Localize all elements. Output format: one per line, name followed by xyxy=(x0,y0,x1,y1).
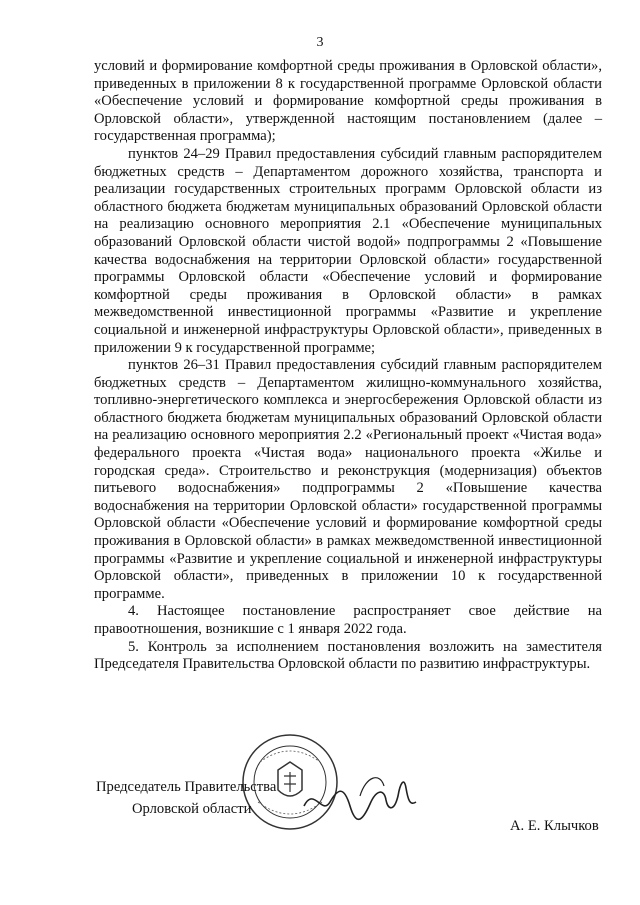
paragraph-clauses-24-29: пунктов 24–29 Правил предоставления субсидий главным распорядителем бюджетных средств – Департаментом дорожного хозяйства, транспорта и реализации государственных строительных программ Орловской области из областного бюджета бюджетам муниципальных образований Орловской области на реализацию основного мероприятия 2.1 «Обеспечение муниципальных образований Орловской области чистой водой» подпрограммы 2 «Повышение качества водоснабжения на территории Орловской области» государственной программы Орловской области «Обеспечение условий и формирование комфортной среды проживания в Орловской области» в рамках межведомственной инвестиционной программы «Развитие и укрепление социальной и инженерной инфраструктуры Орловской области», приведенных в приложении 9 к государственной программе; xyxy=(94,145,602,356)
signatory-name: А. Е. Клычков xyxy=(510,818,599,834)
paragraph-item-4: 4. Настоящее постановление распространяет свое действие на правоотношения, возникшие с 1 января 2022 года. xyxy=(94,603,602,637)
signatory-position xyxy=(96,776,276,820)
page-number: 3 xyxy=(316,35,324,50)
signatory-position-line2: Орловской области xyxy=(132,801,252,817)
signatory-position-line1: Председатель Правительства xyxy=(96,779,277,795)
document-body xyxy=(94,58,602,674)
paragraph-item-5: 5. Контроль за исполнением постановления возложить на заместителя Председателя Правительства Орловской области по развитию инфраструктуры. xyxy=(94,638,602,673)
handwritten-signature xyxy=(300,766,420,830)
paragraph-clauses-26-31: пунктов 26–31 Правил предоставления субсидий главным распорядителем бюджетных средств – Департаментом жилищно-коммунального хозяйства, топливно-энергетического комплекса и энергосбережения Орловской области из областного бюджета бюджетам муниципальных образований Орловской области на реализацию основного мероприятия 2.2 «Региональный проект «Чистая вода» федерального проекта «Чистая вода» национального проекта «Жилье и городская среда». Строительство и реконструкция (модернизация) объектов питьевого водоснабжения» подпрограммы 2 «Повышение качества водоснабжения на территории Орловской области» государственной программы Орловской области «Обеспечение условий и формирование комфортной среды проживания в Орловской области» в рамках межведомственной инвестиционной программы «Развитие и укрепление социальной и инженерной инфраструктуры Орловской области», приведенных в приложении 10 к государственной программе. xyxy=(94,357,602,602)
paragraph-continuation: условий и формирование комфортной среды проживания в Орловской области», приведенных в приложении 8 к государственной программе Орловской области «Обеспечение условий и формирование комфортной среды проживания в Орловской области», утвержденной настоящим постановлением (далее – государственная программа); xyxy=(94,58,602,145)
